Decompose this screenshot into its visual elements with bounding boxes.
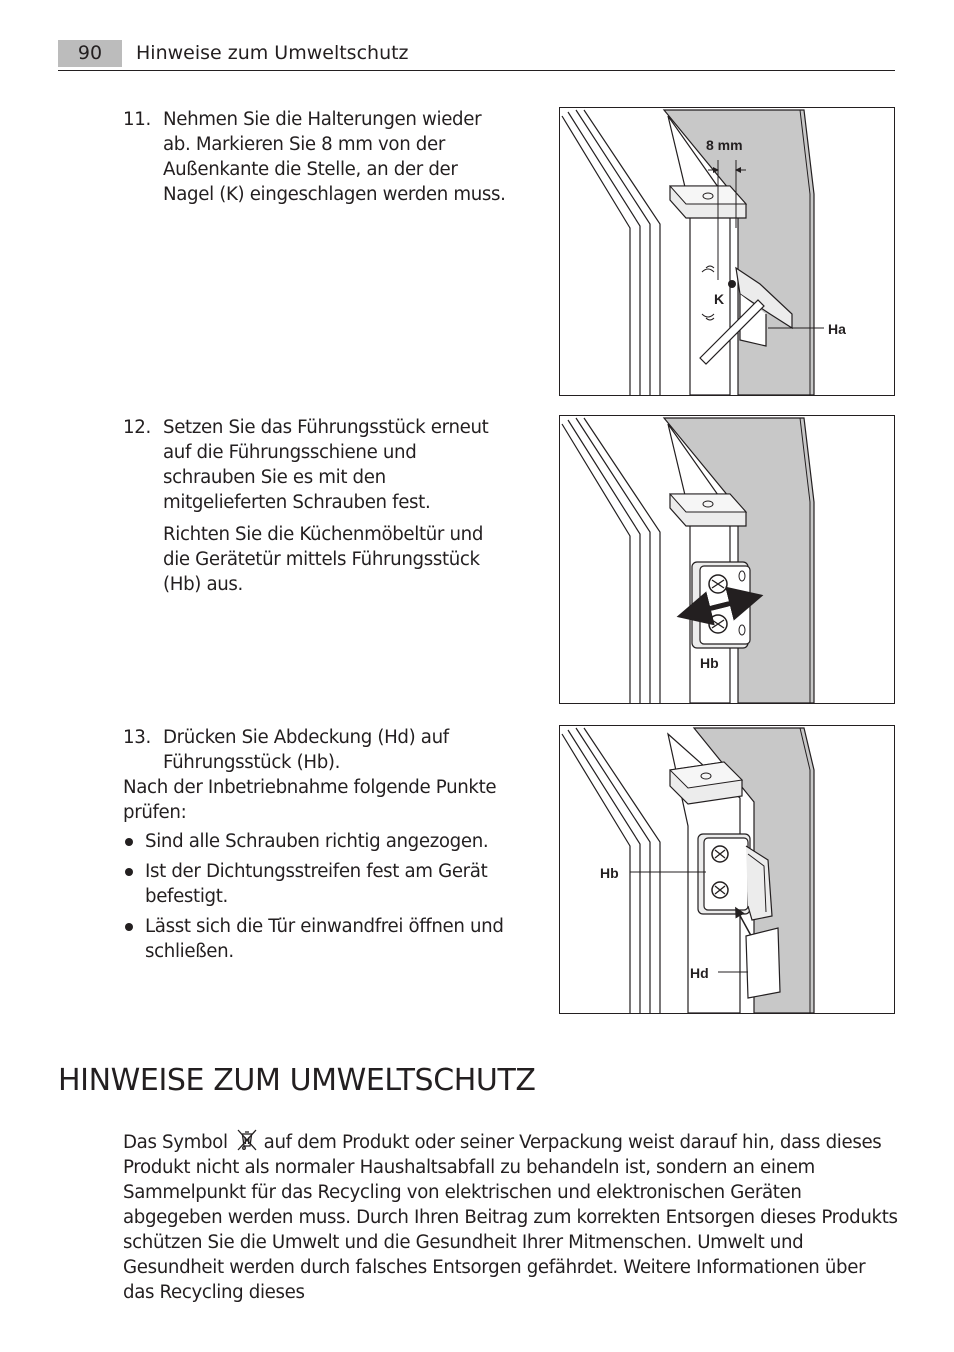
step-11	[123, 107, 513, 207]
step-body	[163, 415, 513, 597]
environment-paragraph	[123, 1129, 898, 1305]
step-body	[163, 107, 513, 207]
label-hd: Hd	[690, 965, 709, 981]
figure-align-guide-piece	[559, 415, 895, 704]
guide-piece-diagram	[560, 416, 894, 703]
text-after-icon: auf dem Produkt oder seiner Verpackung weist darauf hin, dass dieses Produkt nicht als normaler Haushaltsabfall zu behandeln ist, sondern an einem Sammelpunkt für das Recycling von elektrischen und elektronischen Geräten abgegeben werden muss. Durch Ihren Beitrag zum korrekten Entsorgen dieses Produkts schützen Sie die Umwelt und die Gesundheit Ihrer Mitmenschen. Umwelt und Gesundheit werden durch falsches Entsorgen gefährdet. Weitere Informationen über das Recycling dieses	[123, 1132, 898, 1303]
section-title: HINWEISE ZUM UMWELTSCHUTZ	[58, 1063, 536, 1098]
list-item: Sind alle Schrauben richtig angezogen.	[123, 829, 513, 854]
header-title: Hinweise zum Umweltschutz	[136, 42, 409, 64]
cover-diagram	[560, 726, 894, 1013]
after-start-intro: Nach der Inbetriebnahme folgende Punkte prüfen:	[123, 777, 497, 823]
crossed-out-wheelie-bin-icon	[236, 1129, 258, 1151]
after-start-checklist	[123, 829, 513, 969]
bullet-icon	[125, 838, 133, 846]
step-paragraph: Richten Sie die Küchenmöbeltür und die Gerätetür mittels Führungsstück (Hb) aus.	[163, 524, 484, 595]
step-number: 12.	[123, 417, 151, 438]
bullet-icon	[125, 868, 133, 876]
step-paragraph: Nehmen Sie die Halterungen wieder ab. Markieren Sie 8 mm von der Außenkante die Stelle, an der der Nagel (K) eingeschlagen werden muss.	[163, 109, 506, 205]
hinge-bracket-diagram	[560, 108, 894, 395]
page-number: 90	[58, 40, 122, 67]
label-k: K	[714, 291, 725, 307]
measure-label: 8 mm	[706, 137, 743, 153]
step-body	[163, 725, 513, 775]
step-paragraph: Drücken Sie Abdeckung (Hd) auf Führungsstück (Hb).	[163, 727, 449, 773]
list-item: Ist der Dichtungsstreifen fest am Gerät befestigt.	[123, 859, 513, 909]
step-13	[123, 725, 513, 775]
step-number: 11.	[123, 109, 151, 130]
list-item: Lässt sich die Tür einwandfrei öffnen und schließen.	[123, 914, 513, 964]
step-paragraph: Setzen Sie das Führungsstück erneut auf die Führungsschiene und schrauben Sie es mit den mitgelieferten Schrauben fest.	[163, 417, 489, 513]
label-hb: Hb	[700, 655, 719, 671]
step-number: 13.	[123, 727, 151, 748]
figure-mark-nail-position	[559, 107, 895, 396]
figure-press-cover	[559, 725, 895, 1014]
step-12	[123, 415, 513, 597]
label-hb: Hb	[600, 865, 619, 881]
page-header	[58, 40, 895, 71]
label-ha: Ha	[828, 321, 846, 337]
bullet-icon	[125, 923, 133, 931]
text-before-icon: Das Symbol	[123, 1132, 228, 1153]
